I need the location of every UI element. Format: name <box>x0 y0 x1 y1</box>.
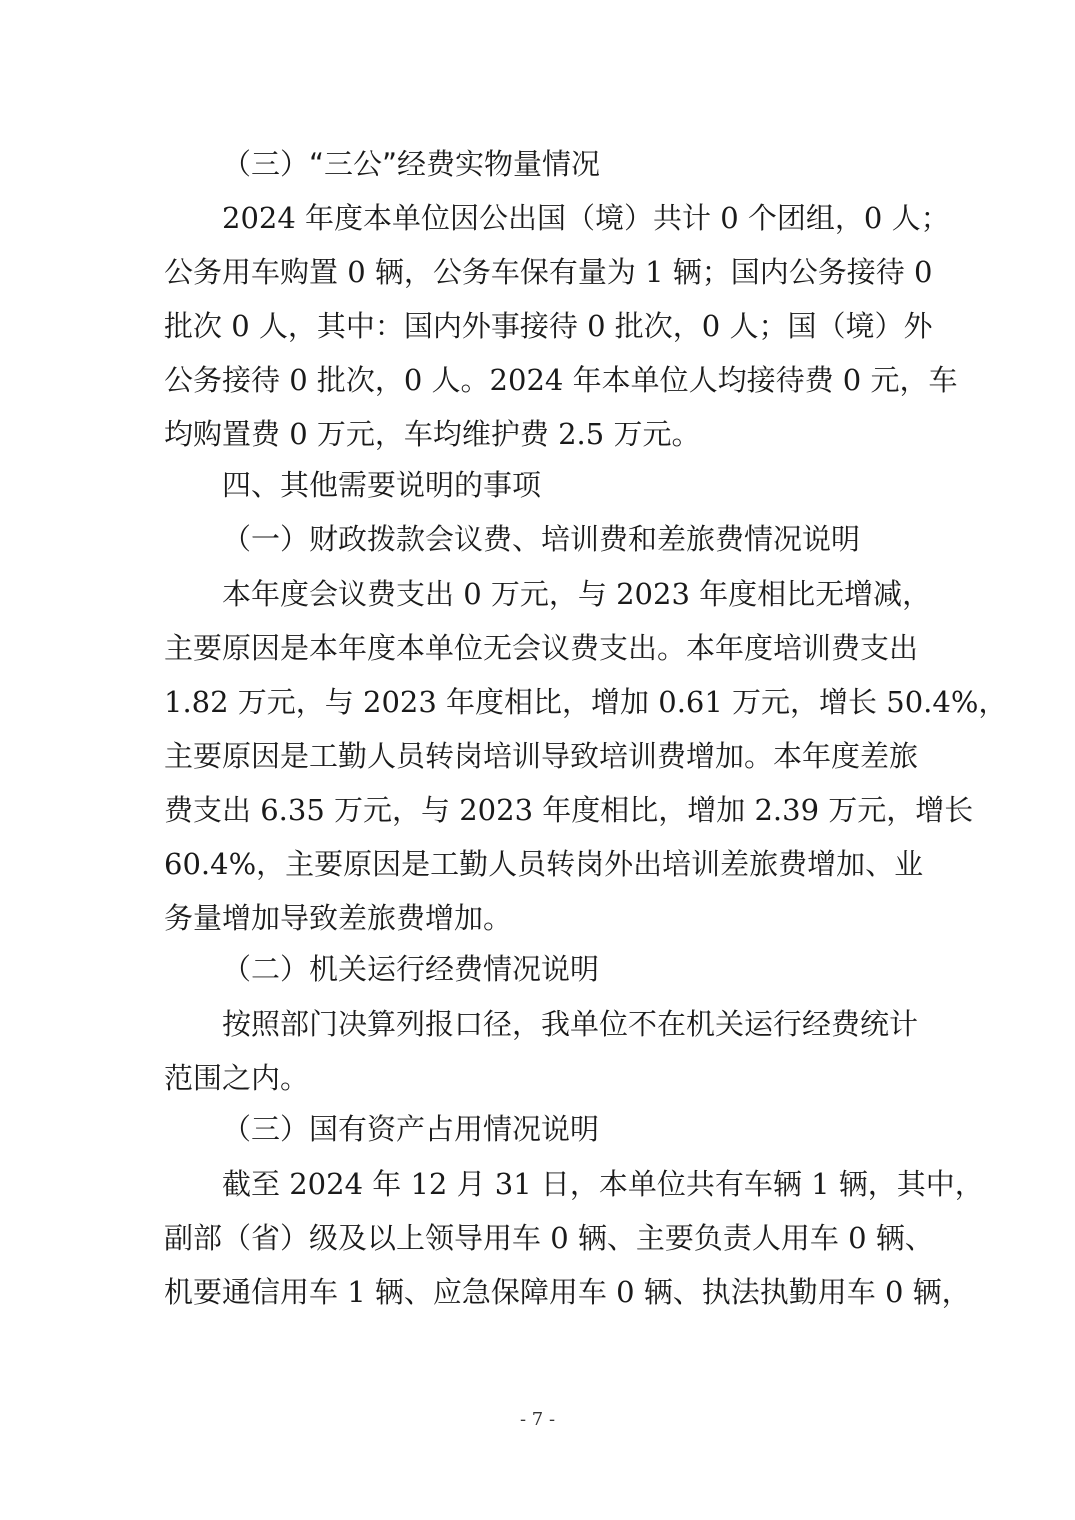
paragraph-line: 主要原因是工勤人员转岗培训导致培训费增加。本年度差旅 <box>164 739 919 773</box>
part-heading-other-matters: 四、其他需要说明的事项 <box>222 468 542 502</box>
paragraph-line: 务量增加导致差旅费增加。 <box>164 901 513 935</box>
paragraph-line: 主要原因是本年度本单位无会议费支出。本年度培训费支出 <box>164 631 919 665</box>
subsection-heading-state-assets: （三）国有资产占用情况说明 <box>222 1112 600 1146</box>
paragraph-line: 本年度会议费支出 0 万元，与 2023 年度相比无增减， <box>222 577 932 611</box>
subsection-heading-meeting-training-travel: （一）财政拨款会议费、培训费和差旅费情况说明 <box>222 522 861 556</box>
paragraph-line: 费支出 6.35 万元，与 2023 年度相比，增加 2.39 万元，增长 <box>164 793 974 827</box>
paragraph-line: 均购置费 0 万元，车均维护费 2.5 万元。 <box>164 417 701 451</box>
subsection-heading-operating-expenses: （二）机关运行经费情况说明 <box>222 952 600 986</box>
paragraph-line: 截至 2024 年 12 月 31 日，本单位共有车辆 1 辆，其中， <box>222 1167 984 1201</box>
page-number: - 7 - <box>519 1409 556 1430</box>
paragraph-line: 按照部门决算列报口径，我单位不在机关运行经费统计 <box>222 1007 919 1041</box>
section-heading-sangong: （三）“三公”经费实物量情况 <box>222 147 601 181</box>
paragraph-line: 1.82 万元，与 2023 年度相比，增加 0.61 万元，增长 50.4%， <box>164 685 1008 719</box>
paragraph-line: 60.4%，主要原因是工勤人员转岗外出培训差旅费增加、业 <box>164 847 924 881</box>
paragraph-line: 公务接待 0 批次，0 人。2024 年本单位人均接待费 0 元，车 <box>164 363 958 397</box>
paragraph-line: 批次 0 人，其中：国内外事接待 0 批次，0 人；国（境）外 <box>164 309 933 343</box>
paragraph-line: 范围之内。 <box>164 1061 310 1095</box>
paragraph-line: 公务用车购置 0 辆，公务车保有量为 1 辆；国内公务接待 0 <box>164 255 933 289</box>
paragraph-line: 副部（省）级及以上领导用车 0 辆、主要负责人用车 0 辆、 <box>164 1221 934 1255</box>
paragraph-line: 2024 年度本单位因公出国（境）共计 0 个团组，0 人； <box>222 201 950 235</box>
paragraph-line: 机要通信用车 1 辆、应急保障用车 0 辆、执法执勤用车 0 辆， <box>164 1275 971 1309</box>
